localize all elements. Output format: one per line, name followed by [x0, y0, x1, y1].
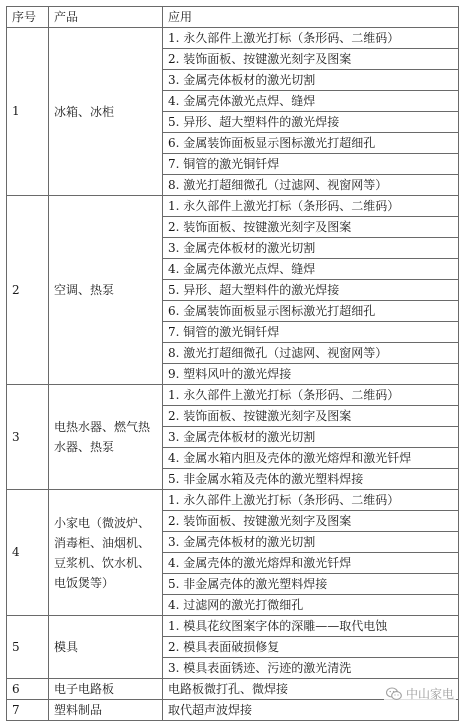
application-item: 4. 过滤网的激光打微细孔 — [163, 595, 459, 616]
product-name: 塑料制品 — [49, 700, 163, 721]
application-item: 1. 永久部件上激光打标（条形码、二维码） — [163, 490, 459, 511]
application-item: 3. 金属壳体板材的激光切割 — [163, 70, 459, 91]
application-item: 6. 金属装饰面板显示图标激光打超细孔 — [163, 301, 459, 322]
product-name: 电子电路板 — [49, 679, 163, 700]
application-item: 取代超声波焊接 — [163, 700, 459, 721]
row-number: 1 — [7, 28, 49, 196]
row-number: 2 — [7, 196, 49, 385]
application-item: 5. 异形、超大塑料件的激光焊接 — [163, 112, 459, 133]
header-no: 序号 — [7, 7, 49, 28]
application-item: 6. 金属装饰面板显示图标激光打超细孔 — [163, 133, 459, 154]
application-item: 4. 金属壳体激光点焊、缝焊 — [163, 259, 459, 280]
application-item: 8. 激光打超细微孔（过滤网、视窗网等） — [163, 175, 459, 196]
application-item: 1. 永久部件上激光打标（条形码、二维码） — [163, 28, 459, 49]
application-item: 3. 金属壳体板材的激光切割 — [163, 427, 459, 448]
product-name: 模具 — [49, 616, 163, 679]
laser-applications-table — [6, 6, 459, 721]
row-number: 4 — [7, 490, 49, 616]
application-item: 7. 铜管的激光铜钎焊 — [163, 154, 459, 175]
product-name: 电热水器、燃气热水器、热泵 — [49, 385, 163, 490]
header-product: 产品 — [49, 7, 163, 28]
application-item: 2. 装饰面板、按键激光刻字及图案 — [163, 217, 459, 238]
row-number: 3 — [7, 385, 49, 490]
application-item: 7. 铜管的激光铜钎焊 — [163, 322, 459, 343]
application-item: 电路板微打孔、微焊接 — [163, 679, 459, 700]
product-name: 冰箱、冰柜 — [49, 28, 163, 196]
header-row — [7, 7, 459, 28]
application-item: 5. 非金属壳体的激光塑料焊接 — [163, 574, 459, 595]
application-item: 2. 装饰面板、按键激光刻字及图案 — [163, 511, 459, 532]
application-item: 4. 金属水箱内胆及壳体的激光熔焊和激光钎焊 — [163, 448, 459, 469]
application-item: 5. 异形、超大塑料件的激光焊接 — [163, 280, 459, 301]
wechat-icon — [386, 687, 402, 701]
application-item: 2. 模具表面破损修复 — [163, 637, 459, 658]
application-item: 2. 装饰面板、按键激光刻字及图案 — [163, 406, 459, 427]
application-item: 3. 模具表面锈迹、污迹的激光清洗 — [163, 658, 459, 679]
table-row — [7, 385, 459, 406]
header-application: 应用 — [163, 7, 459, 28]
table-row — [7, 28, 459, 49]
application-item: 3. 金属壳体板材的激光切割 — [163, 238, 459, 259]
product-name: 空调、热泵 — [49, 196, 163, 385]
row-number: 7 — [7, 700, 49, 721]
application-item: 8. 激光打超细微孔（过滤网、视窗网等） — [163, 343, 459, 364]
watermark — [384, 684, 456, 703]
application-item: 5. 非金属水箱及壳体的激光塑料焊接 — [163, 469, 459, 490]
table-row — [7, 490, 459, 511]
row-number: 5 — [7, 616, 49, 679]
product-name: 小家电（微波炉、消毒柜、油烟机、豆浆机、饮水机、电饭煲等） — [49, 490, 163, 616]
application-item: 1. 永久部件上激光打标（条形码、二维码） — [163, 196, 459, 217]
row-number: 6 — [7, 679, 49, 700]
application-item: 9. 塑料风叶的激光焊接 — [163, 364, 459, 385]
application-item: 2. 装饰面板、按键激光刻字及图案 — [163, 49, 459, 70]
table-body — [7, 28, 459, 721]
application-item: 1. 模具花纹图案字体的深雕——取代电蚀 — [163, 616, 459, 637]
table-row — [7, 616, 459, 637]
application-item: 4. 金属壳体的激光熔焊和激光钎焊 — [163, 553, 459, 574]
table-row — [7, 196, 459, 217]
watermark-text: 中山家电 — [405, 687, 454, 701]
application-item: 3. 金属壳体板材的激光切割 — [163, 532, 459, 553]
application-item: 4. 金属壳体激光点焊、缝焊 — [163, 91, 459, 112]
application-item: 1. 永久部件上激光打标（条形码、二维码） — [163, 385, 459, 406]
